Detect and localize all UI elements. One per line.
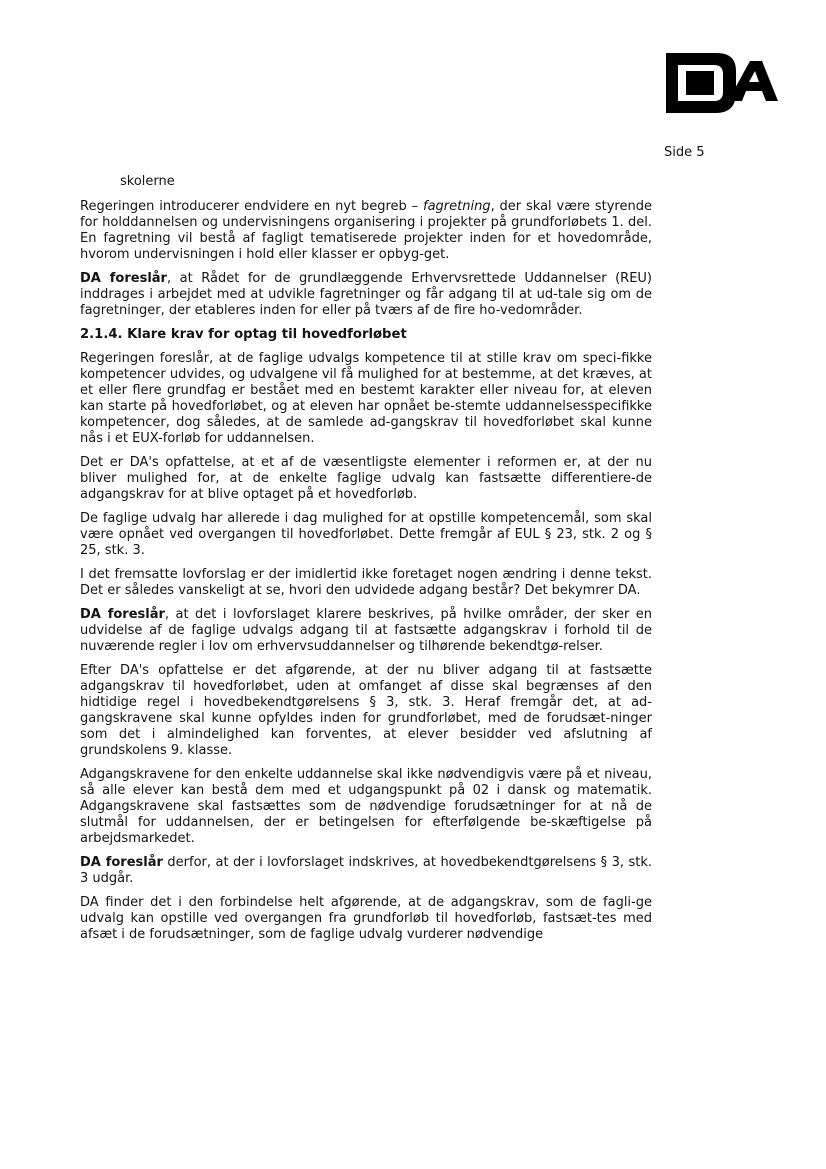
paragraph-continuation: skolerne <box>120 174 175 189</box>
paragraph-proposal-1: DA foreslår, at Rådet for de grundlæggende Erhvervsrettede Uddannelser (REU) inddrages i arbejdet med at udvikle fagretninger og får adgang til at ud-tale sig om de fagretninger, der etableres inden for eller på tværs af de fire ho-vedområder. <box>80 271 652 318</box>
page-number: Side 5 <box>664 145 705 160</box>
paragraph-2: Det er DA's opfattelse, at et af de væsentligste elementer i reformen er, at der nu bliver mulighed for, at de enkelte faglige udvalg kan fastsætte differentiere-de adgangskrav for at blive optaget på et hovedforløb. <box>80 455 652 502</box>
section-heading: 2.1.4. Klare krav for optag til hovedforløbet <box>80 327 407 342</box>
proposal-label: DA foreslår <box>80 855 163 870</box>
proposal-label: DA foreslår <box>80 607 165 622</box>
paragraph-3: De faglige udvalg har allerede i dag mulighed for at opstille kompetencemål, som skal være opnået ved overgangen til hovedforløbet. Dette fremgår af EUL § 23, stk. 2 og § 25, stk. 3. <box>80 511 652 558</box>
paragraph-5: Efter DA's opfattelse er det afgørende, at der nu bliver adgang til at fastsætte adgangskrav til hovedforløbet, uden at omfanget af disse skal begrænses af den hidtidige regel i hovedbekendtgørelsens § 3, stk. 3. Heraf fremgår det, at ad-gangskravene skal kunne opfyldes inden for grundforløbet, med de forudsæt-ninger som det i almindelighed kan forventes, at elever besidder ved afslutning af grundskolens 9. klasse. <box>80 663 652 758</box>
da-logo <box>666 47 778 113</box>
paragraph-fagretning: Regeringen introducerer endvidere en nyt begreb – fagretning, der skal være styrende for holddannelsen og undervisningens organisering i projekter på grundforløbets 1. del. En fagretning vil bestå af fagligt tematiserede projekter inden for et hovedområde, hvorom undervisningen i hold eller klasser er opbyg-get. <box>80 199 652 262</box>
paragraph-4: I det fremsatte lovforslag er der imidlertid ikke foretaget nogen ændring i denne tekst. Det er således vanskeligt at se, hvori den udvidede adgang består? Det bekymrer DA. <box>80 567 652 598</box>
proposal-label: DA foreslår <box>80 271 167 286</box>
paragraph-7: DA finder det i den forbindelse helt afgørende, at de adgangskrav, som de fagli-ge udvalg kan opstille ved overgangen fra grundforløb til hovedforløb, fastsæt-tes med afsæt i de forudsætninger, som de faglige udvalg vurderer nødvendige <box>80 895 652 942</box>
paragraph-proposal-2: DA foreslår, at det i lovforslaget klarere beskrives, på hvilke områder, der sker en udvidelse af de faglige udvalgs adgang til at fastsætte adgangskrav i forhold til de nuværende regler i lov om erhvervsuddannelser og tilhørende bekendtgø-relser. <box>80 607 652 654</box>
paragraph-6: Adgangskravene for den enkelte uddannelse skal ikke nødvendigvis være på et niveau, så alle elever kan bestå dem med et udgangspunkt på 02 i dansk og matematik. Adgangskravene skal fastsættes som de nødvendige forudsætninger for at nå de slutmål for uddannelsen, der er betingelsen for efterfølgende be-skæftigelse på arbejdsmarkedet. <box>80 767 652 846</box>
paragraph-proposal-3: DA foreslår derfor, at der i lovforslaget indskrives, at hovedbekendtgørelsens § 3, stk. 3 udgår. <box>80 855 652 886</box>
logo-d-inner <box>686 71 714 95</box>
document-body <box>80 174 652 951</box>
paragraph-1: Regeringen foreslår, at de faglige udvalgs kompetence til at stille krav om speci-fikke kompetencer udvides, og udvalgene vil få mulighed for at bestemme, at det kræves, at et eller flere grundfag er bestået med en bestemt karakter eller niveau for, at eleven kan starte på hovedforløbet, og at eleven har opnået be-stemte uddannelsesspecifikke kompetencer, dog således, at de samlede ad-gangskrav til hovedforløbet skal kunne nås i et EUX-forløb for uddannelsen. <box>80 351 652 446</box>
emphasis-term: fagretning <box>423 199 491 214</box>
